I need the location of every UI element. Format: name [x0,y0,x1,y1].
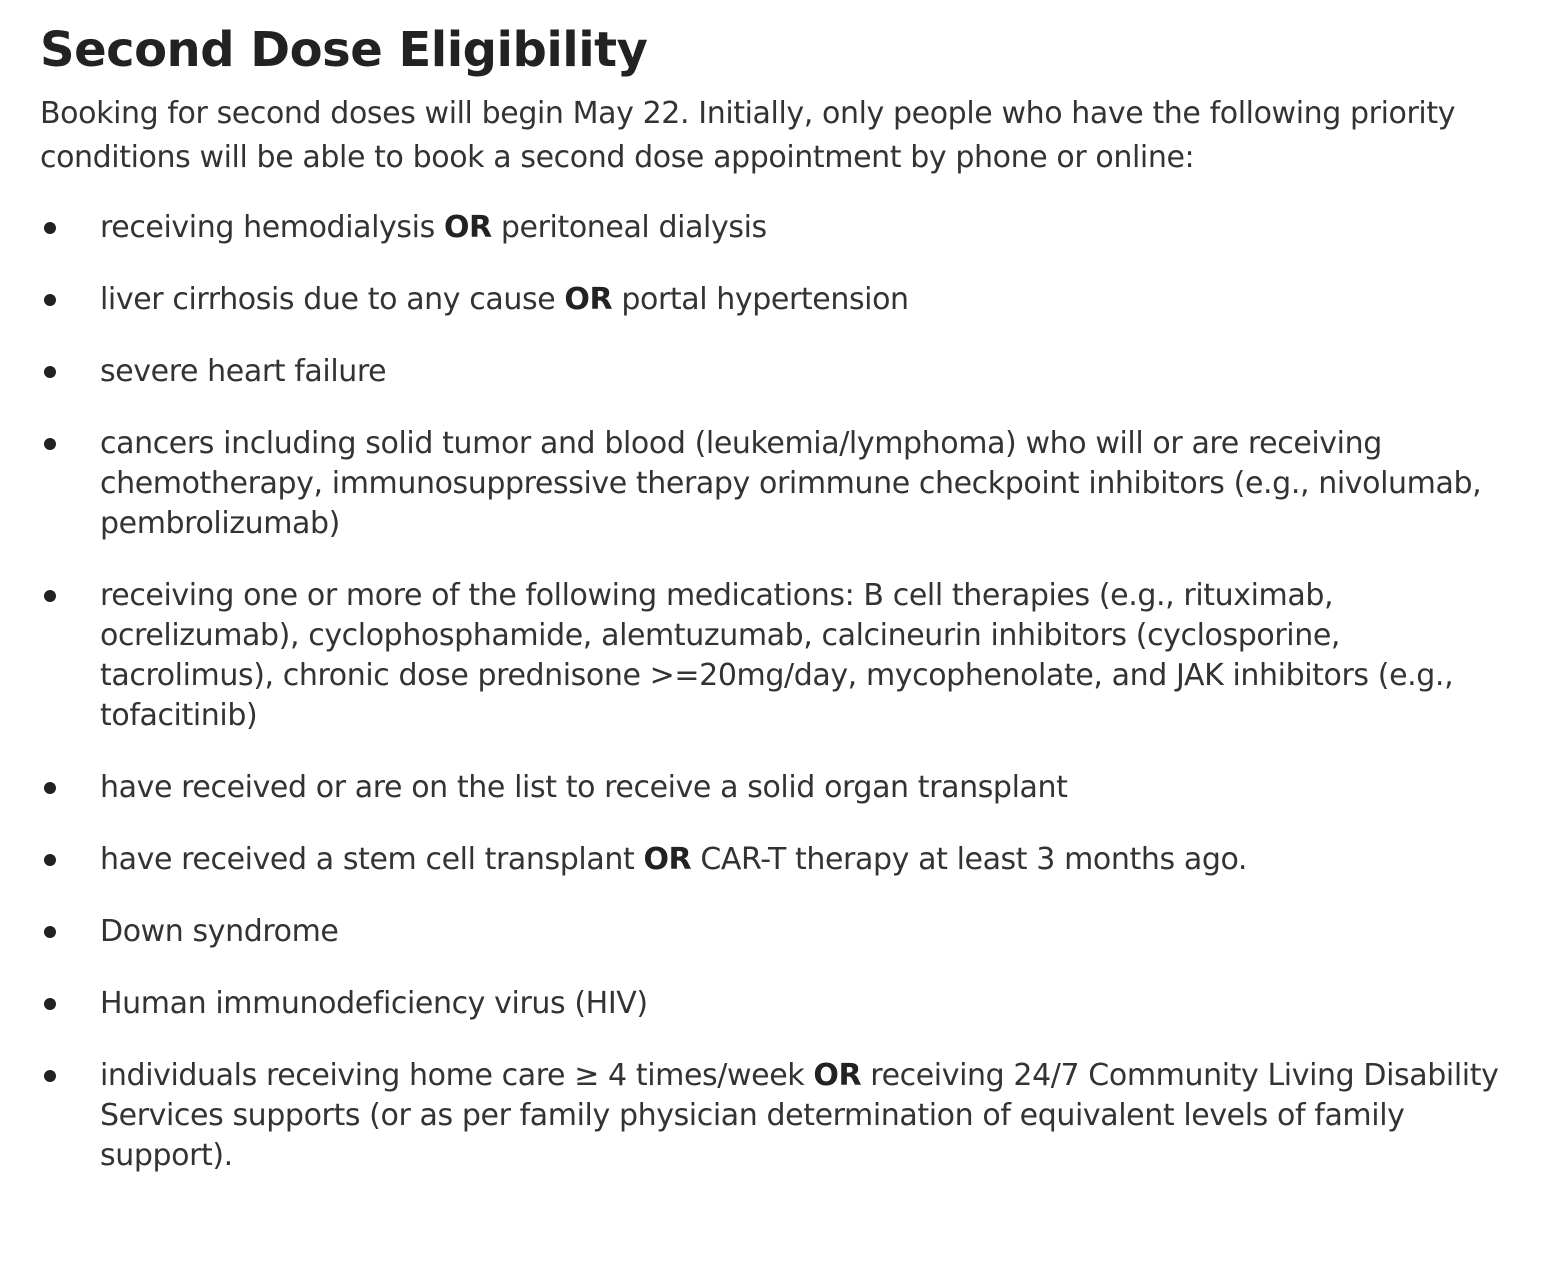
or-keyword: OR [443,209,492,245]
or-keyword: OR [564,281,613,317]
item-text: portal hypertension [612,281,909,317]
item-text: receiving hemodialysis [100,209,444,245]
or-keyword: OR [813,1057,862,1093]
bullet-icon [44,998,56,1010]
list-item [40,768,1502,808]
item-text: receiving 24/7 Community Living Disability Services supports (or as per family physician determination of equivalent levels of family support). [100,1057,1499,1173]
item-text: severe heart failure [100,353,387,389]
item-text: receiving one or more of the following medications: B cell therapies (e.g., rituximab, ocrelizumab), cyclophosphamide, alemtuzumab, calcineurin inhibitors (cyclosporine, tacrolimus), chronic dose prednisone >=20mg/day, mycophenolate, and JAK inhibitors (e.g., tofacitinib) [100,577,1454,733]
list-item [40,1056,1502,1176]
list-item [40,576,1502,736]
list-item [40,984,1502,1024]
page-title: Second Dose Eligibility [40,22,648,78]
item-text: peritoneal dialysis [491,209,767,245]
bullet-icon [44,782,56,794]
bullet-icon [44,438,56,450]
list-item [40,912,1502,952]
list-item [40,424,1502,544]
eligibility-list [40,208,1502,1176]
item-text: Down syndrome [100,913,339,949]
bullet-icon [44,590,56,602]
bullet-icon [44,1070,56,1082]
item-text: have received or are on the list to receive a solid organ transplant [100,769,1068,805]
item-text: CAR-T therapy at least 3 months ago. [691,841,1248,877]
list-item [40,280,1502,320]
item-text: have received a stem cell transplant [100,841,644,877]
item-text: cancers including solid tumor and blood (leukemia/lymphoma) who will or are receiving chemotherapy, immunosuppressive therapy orimmune checkpoint inhibitors (e.g., nivolumab, pembrolizumab) [100,425,1482,541]
bullet-icon [44,366,56,378]
item-text: liver cirrhosis due to any cause [100,281,565,317]
bullet-icon [44,222,56,234]
list-item [40,208,1502,248]
item-text: Human immunodeficiency virus (HIV) [100,985,648,1021]
bullet-icon [44,854,56,866]
bullet-icon [44,926,56,938]
list-item [40,840,1502,880]
bullet-icon [44,294,56,306]
or-keyword: OR [643,841,692,877]
item-text: individuals receiving home care ≥ 4 times/week [100,1057,814,1093]
intro-paragraph: Booking for second doses will begin May 22. Initially, only people who have the following priority conditions will be able to book a second dose appointment by phone or online: [40,95,1456,175]
list-item [40,352,1502,392]
